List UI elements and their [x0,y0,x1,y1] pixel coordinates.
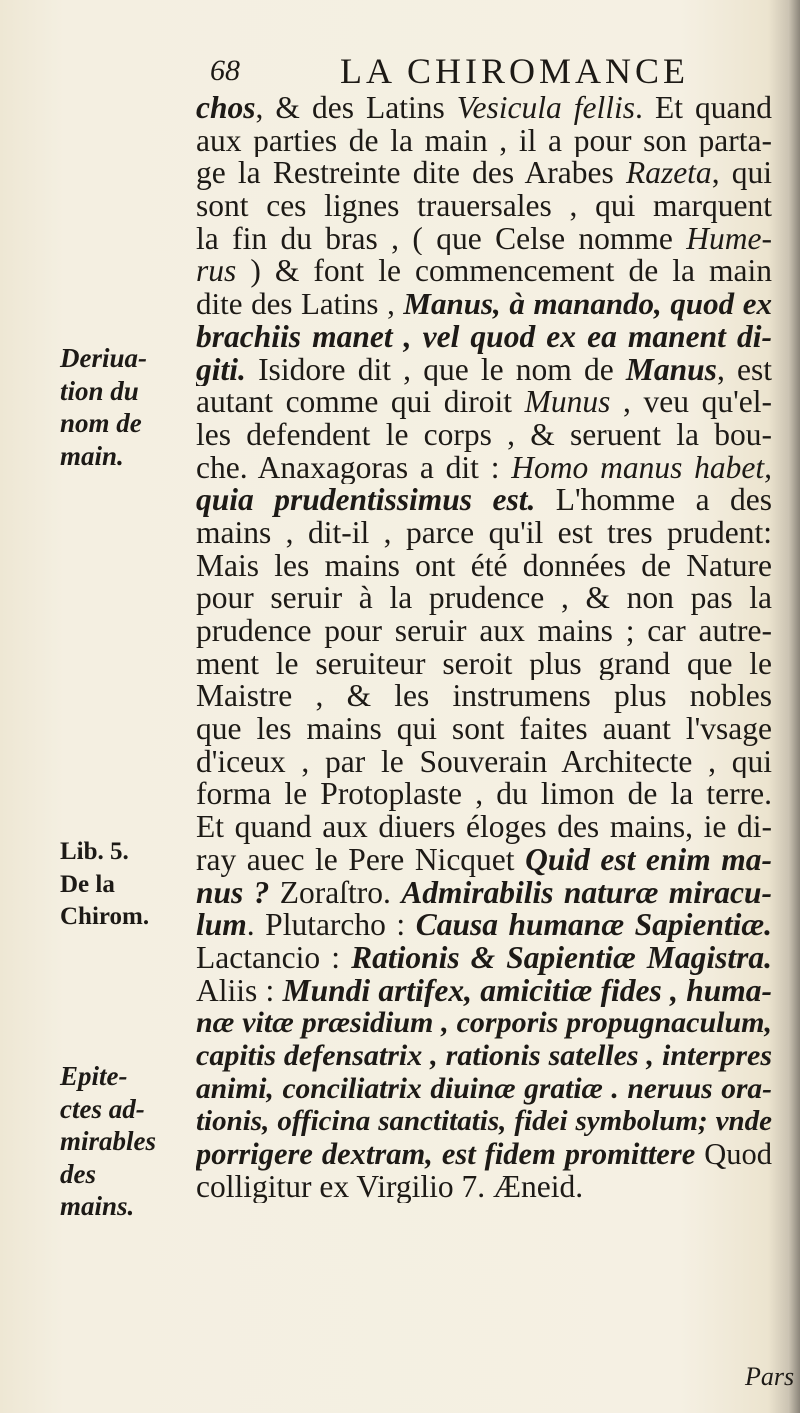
text-segment: Quod [695,1138,772,1171]
text-segment: . Et quand [635,92,772,125]
text-segment: Rationis & Sapientiæ Magistra. [351,941,772,975]
text-line [196,909,772,942]
margin-note-line: mains. [60,1191,135,1221]
text-segment: ment le seruiteur seroit plus grand que le [196,647,772,681]
catchword: Pars [745,1362,795,1391]
text-segment: que les mains qui sont faites auant l'vsage [196,713,772,746]
text-line [196,321,772,354]
text-segment: Isidore dit , que le nom de [245,353,626,387]
text-line [196,190,772,223]
text-segment: nus ? [196,876,270,910]
margin-note-line: des [60,1158,96,1189]
margin-note-epithets [60,1060,200,1223]
text-segment: dite des Latins , [196,288,404,321]
margin-note-line: mirables [60,1126,157,1156]
text-line [196,582,772,615]
text-line [196,484,772,517]
text-segment: colligitur ex Virgilio 7. Æneid. [196,1170,584,1204]
margin-note-line: Chirom. [60,903,150,930]
text-line [196,92,772,125]
text-segment: Manus, à manando, quod ex [403,288,772,321]
margin-note-line: Epite- [60,1061,128,1091]
text-segment: Munus [524,386,611,419]
text-line [196,713,772,746]
text-line [196,1138,772,1171]
text-line [196,288,772,321]
margin-note-line: Deriua- [60,343,147,373]
text-line [196,386,772,419]
margin-note-derivation [60,342,200,472]
body-text [196,92,772,1203]
text-line [196,125,772,158]
text-segment: prudence pour seruir aux mains ; car autre- [196,615,772,648]
text-line [196,811,772,844]
text-segment: Mais les mains ont été données de Nature [196,549,772,583]
text-segment: Lactancio : [196,941,352,975]
text-line [196,517,772,550]
text-line [196,157,772,190]
text-segment: rus [196,255,237,289]
text-segment: brachiis manet , vel quod ex ea manent di- [196,320,772,354]
text-segment: Et quand aux diuers éloges des mains, ie di- [196,811,772,844]
text-segment: tionis, officina sanctitatis, fidei symbolum; vnde [196,1105,772,1138]
text-segment: Mundi artifex, amicitiæ fides , huma- [282,974,772,1008]
text-line [196,615,772,648]
text-line [196,1171,772,1204]
text-segment: ) & font le commencement de la main [236,255,772,289]
text-segment: lum [196,909,247,942]
text-line [196,223,772,256]
text-line [196,452,772,485]
text-segment: forma le Protoplaste , du limon de la terre. [196,778,772,812]
text-segment: ray auec le Pere Nicquet [196,843,526,877]
text-line [196,778,772,811]
text-line [196,550,772,583]
page-header [210,48,770,92]
text-segment: Manus [625,353,717,387]
text-line [196,844,772,877]
text-segment: Admirabilis naturæ miracu- [401,876,772,910]
margin-note-line: ctes ad- [60,1093,145,1124]
text-segment: sont ces lignes trauersales , qui marquent [196,190,772,223]
text-line [196,1040,772,1073]
text-segment: Aliis : [196,974,283,1008]
text-segment: mains , dit-il , parce qu'il est tres prudent: [196,516,772,550]
text-segment: L'homme a des [535,484,772,517]
text-line [196,877,772,910]
text-segment: , est [716,353,772,387]
text-line [196,648,772,681]
text-line [196,419,772,452]
margin-note-reference [60,836,200,934]
text-segment: , & des Latins [255,92,457,125]
text-segment: autant comme qui diroit [196,386,525,419]
page-number: 68 [210,54,240,87]
text-segment: d'iceux , par le Souverain Architecte , qui [196,745,772,779]
page-edge [788,0,800,1413]
text-segment: næ vitæ præsidium , corporis propugnaculum, [196,1007,772,1040]
margin-note-line: nom de [60,408,142,438]
text-segment: Zoraſtro. [269,876,402,910]
text-line [196,746,772,779]
text-segment: giti. [196,353,246,387]
text-segment: aux parties de la main , il a pour son parta- [196,124,772,158]
text-segment: Hume- [686,222,772,256]
text-line [196,942,772,975]
margin-note-line: main. [60,440,124,471]
text-segment: Quid est enim ma- [525,843,772,877]
text-line [196,255,772,288]
text-segment: animi, conciliatrix diuinæ gratiæ . neruus ora- [196,1072,772,1105]
text-segment: les defendent le corps , & seruent la bou- [196,418,772,452]
text-segment: , veu qu'el- [610,386,772,419]
text-segment: capitis defensatrix , rationis satelles , interpres [196,1039,772,1072]
text-segment: Causa humanæ Sapientiæ. [415,909,772,942]
running-title: LA CHIROMANCE [340,51,690,91]
text-line [196,1007,772,1040]
text-segment: ge la Restreinte dite des Arabes [196,157,626,191]
text-line [196,1073,772,1106]
margin-note-line: Lib. 5. [60,838,129,865]
text-segment: Razeta [625,157,712,191]
text-segment: Vesicula fellis [456,92,636,125]
text-segment: , qui [711,157,772,191]
text-segment: porrigere dextram, est fidem promittere [196,1138,696,1171]
text-segment: la fin du bras , ( que Celse nomme [196,222,687,256]
text-line [196,680,772,713]
text-segment: quia prudentissimus est. [196,484,536,517]
margin-note-line: De la [60,870,115,898]
text-segment: Homo manus habet, [511,451,772,485]
text-segment: pour seruir à la prudence , & non pas la [196,582,772,615]
text-segment: . Plutarcho : [246,909,416,942]
margin-note-line: tion du [60,375,139,406]
text-segment: chos [196,92,256,125]
text-line [196,1105,772,1138]
text-segment: che. Anaxagoras a dit : [196,451,512,485]
text-line [196,354,772,387]
text-line [196,975,772,1008]
text-segment: Maistre , & les instrumens plus nobles [196,680,772,714]
